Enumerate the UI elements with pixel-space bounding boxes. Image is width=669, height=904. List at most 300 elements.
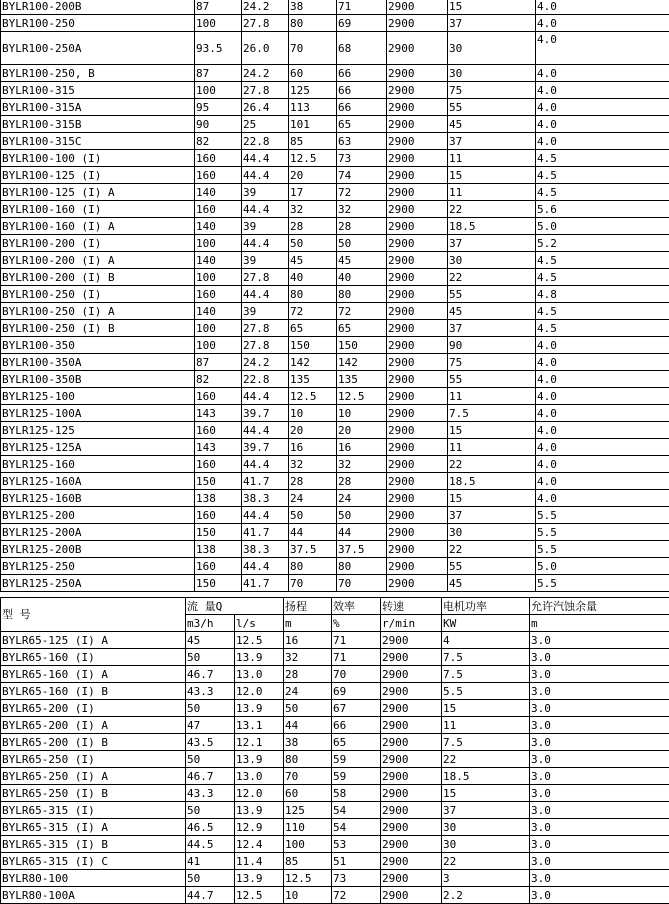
cell-flow-m3h: 100 (195, 235, 242, 252)
cell-npsh: 4.0 (536, 371, 669, 388)
cell-npsh: 4.0 (536, 405, 669, 422)
header-npsh: 允许汽蚀余量 (530, 598, 669, 615)
table-row (1, 184, 669, 201)
table-row (1, 218, 669, 235)
table-row (1, 575, 669, 592)
header-speed-unit: r/min (381, 615, 442, 632)
cell-model: BYLR100-315C (1, 133, 195, 150)
cell-flow-ls: 44.4 (242, 422, 289, 439)
cell-flow-m3h: 143 (195, 405, 242, 422)
cell-efficiency: 66 (337, 65, 387, 82)
cell-speed: 2900 (387, 65, 448, 82)
cell-efficiency: 28 (337, 218, 387, 235)
cell-head: 70 (289, 575, 337, 592)
cell-flow-m3h: 160 (195, 507, 242, 524)
cell-npsh: 4.0 (536, 354, 669, 371)
cell-npsh: 4.0 (536, 32, 669, 65)
cell-model: BYLR125-160 (1, 456, 195, 473)
cell-head: 100 (284, 836, 332, 853)
cell-flow-ls: 12.9 (235, 819, 284, 836)
cell-flow-ls: 39 (242, 184, 289, 201)
cell-speed: 2900 (381, 836, 442, 853)
cell-flow-ls: 41.7 (242, 524, 289, 541)
cell-power: 30 (448, 32, 536, 65)
cell-flow-ls: 41.7 (242, 575, 289, 592)
table-row (1, 785, 669, 802)
cell-efficiency: 32 (337, 201, 387, 218)
cell-flow-m3h: 90 (195, 116, 242, 133)
cell-power: 90 (448, 337, 536, 354)
cell-speed: 2900 (387, 15, 448, 32)
cell-power: 22 (442, 751, 530, 768)
cell-model: BYLR100-315A (1, 99, 195, 116)
table-row (1, 558, 669, 575)
cell-flow-m3h: 50 (186, 802, 235, 819)
cell-flow-ls: 27.8 (242, 15, 289, 32)
cell-flow-ls: 24.2 (242, 65, 289, 82)
cell-flow-ls: 39 (242, 218, 289, 235)
cell-head: 28 (284, 666, 332, 683)
cell-efficiency: 51 (332, 853, 381, 870)
cell-efficiency: 73 (332, 870, 381, 887)
cell-flow-ls: 26.4 (242, 99, 289, 116)
cell-model: BYLR125-200B (1, 541, 195, 558)
cell-speed: 2900 (387, 252, 448, 269)
cell-npsh: 4.5 (536, 184, 669, 201)
cell-model: BYLR100-350B (1, 371, 195, 388)
cell-npsh: 4.0 (536, 337, 669, 354)
cell-power: 15 (442, 700, 530, 717)
header-row-1 (1, 598, 669, 615)
cell-flow-m3h: 46.7 (186, 768, 235, 785)
cell-model: BYLR100-200 (I) (1, 235, 195, 252)
cell-npsh: 4.0 (536, 0, 669, 15)
header-efficiency: 效率 (332, 598, 381, 615)
cell-speed: 2900 (381, 734, 442, 751)
cell-flow-ls: 13.9 (235, 751, 284, 768)
cell-head: 16 (289, 439, 337, 456)
cell-flow-ls: 39 (242, 252, 289, 269)
cell-flow-m3h: 160 (195, 201, 242, 218)
cell-head: 50 (289, 235, 337, 252)
cell-npsh: 5.5 (536, 524, 669, 541)
cell-model: BYLR125-250A (1, 575, 195, 592)
cell-power: 11 (448, 388, 536, 405)
cell-model: BYLR100-350A (1, 354, 195, 371)
cell-model: BYLR65-315 (I) A (1, 819, 186, 836)
cell-model: BYLR65-200 (I) (1, 700, 186, 717)
cell-efficiency: 65 (337, 320, 387, 337)
cell-flow-ls: 38.3 (242, 490, 289, 507)
cell-speed: 2900 (381, 853, 442, 870)
cell-npsh: 3.0 (530, 751, 669, 768)
table-row (1, 819, 669, 836)
table-row (1, 65, 669, 82)
cell-speed: 2900 (387, 541, 448, 558)
cell-head: 45 (289, 252, 337, 269)
cell-flow-ls: 13.0 (235, 666, 284, 683)
cell-npsh: 4.8 (536, 286, 669, 303)
table-row (1, 388, 669, 405)
cell-flow-ls: 11.4 (235, 853, 284, 870)
cell-power: 45 (448, 575, 536, 592)
cell-speed: 2900 (387, 422, 448, 439)
cell-power: 7.5 (442, 649, 530, 666)
cell-power: 45 (448, 116, 536, 133)
cell-npsh: 5.5 (536, 507, 669, 524)
cell-flow-ls: 24.2 (242, 0, 289, 15)
cell-model: BYLR100-250A (1, 32, 195, 65)
cell-npsh: 3.0 (530, 802, 669, 819)
cell-head: 50 (284, 700, 332, 717)
cell-flow-m3h: 82 (195, 133, 242, 150)
table-row (1, 252, 669, 269)
cell-model: BYLR100-160 (I) A (1, 218, 195, 235)
cell-efficiency: 69 (332, 683, 381, 700)
cell-efficiency: 58 (332, 785, 381, 802)
cell-flow-ls: 44.4 (242, 558, 289, 575)
cell-model: BYLR65-160 (I) (1, 649, 186, 666)
cell-flow-ls: 22.8 (242, 371, 289, 388)
cell-model: BYLR100-250 (I) (1, 286, 195, 303)
cell-flow-m3h: 43.3 (186, 683, 235, 700)
cell-speed: 2900 (387, 303, 448, 320)
cell-power: 22 (448, 456, 536, 473)
cell-npsh: 5.5 (536, 575, 669, 592)
cell-flow-m3h: 100 (195, 269, 242, 286)
cell-speed: 2900 (381, 768, 442, 785)
cell-head: 28 (289, 473, 337, 490)
cell-efficiency: 45 (337, 252, 387, 269)
cell-flow-m3h: 100 (195, 15, 242, 32)
cell-head: 113 (289, 99, 337, 116)
cell-model: BYLR100-250 (I) A (1, 303, 195, 320)
cell-efficiency: 32 (337, 456, 387, 473)
header-head-unit: m (284, 615, 332, 632)
cell-efficiency: 67 (332, 700, 381, 717)
cell-power: 5.5 (442, 683, 530, 700)
cell-efficiency: 72 (337, 184, 387, 201)
cell-model: BYLR100-200B (1, 0, 195, 15)
table-row (1, 734, 669, 751)
cell-npsh: 3.0 (530, 887, 669, 904)
cell-flow-m3h: 50 (186, 751, 235, 768)
cell-npsh: 4.0 (536, 422, 669, 439)
cell-flow-m3h: 160 (195, 286, 242, 303)
cell-npsh: 3.0 (530, 870, 669, 887)
cell-flow-ls: 22.8 (242, 133, 289, 150)
cell-power: 2.2 (442, 887, 530, 904)
cell-power: 11 (442, 717, 530, 734)
cell-power: 15 (448, 0, 536, 15)
cell-power: 55 (448, 558, 536, 575)
cell-flow-m3h: 160 (195, 422, 242, 439)
cell-head: 24 (284, 683, 332, 700)
cell-flow-m3h: 138 (195, 541, 242, 558)
cell-flow-ls: 44.4 (242, 456, 289, 473)
cell-head: 65 (289, 320, 337, 337)
cell-power: 7.5 (442, 666, 530, 683)
cell-head: 50 (289, 507, 337, 524)
cell-flow-m3h: 140 (195, 252, 242, 269)
cell-npsh: 4.0 (536, 15, 669, 32)
cell-flow-ls: 13.0 (235, 768, 284, 785)
cell-npsh: 4.5 (536, 269, 669, 286)
cell-speed: 2900 (387, 507, 448, 524)
cell-speed: 2900 (381, 802, 442, 819)
cell-flow-ls: 38.3 (242, 541, 289, 558)
cell-npsh: 3.0 (530, 632, 669, 649)
cell-model: BYLR100-250, B (1, 65, 195, 82)
cell-model: BYLR65-250 (I) (1, 751, 186, 768)
cell-flow-ls: 13.9 (235, 870, 284, 887)
table-row (1, 337, 669, 354)
cell-model: BYLR65-315 (I) (1, 802, 186, 819)
table-row (1, 303, 669, 320)
cell-efficiency: 73 (337, 150, 387, 167)
table-row (1, 82, 669, 99)
table-row (1, 700, 669, 717)
cell-efficiency: 66 (337, 99, 387, 116)
cell-model: BYLR100-100 (I) (1, 150, 195, 167)
table-row (1, 99, 669, 116)
cell-speed: 2900 (387, 116, 448, 133)
cell-flow-ls: 12.5 (235, 632, 284, 649)
cell-head: 38 (284, 734, 332, 751)
cell-model: BYLR100-125 (I) A (1, 184, 195, 201)
cell-head: 37.5 (289, 541, 337, 558)
table-row (1, 490, 669, 507)
cell-flow-m3h: 50 (186, 870, 235, 887)
cell-efficiency: 70 (337, 575, 387, 592)
cell-model: BYLR65-125 (I) A (1, 632, 186, 649)
cell-head: 80 (289, 15, 337, 32)
cell-head: 125 (284, 802, 332, 819)
cell-flow-m3h: 41 (186, 853, 235, 870)
header-flow: 流 量Q (186, 598, 284, 615)
cell-head: 80 (289, 558, 337, 575)
cell-power: 30 (448, 252, 536, 269)
cell-power: 18.5 (442, 768, 530, 785)
cell-npsh: 4.5 (536, 320, 669, 337)
table-row (1, 507, 669, 524)
table-row (1, 150, 669, 167)
cell-model: BYLR100-200 (I) A (1, 252, 195, 269)
cell-efficiency: 74 (337, 167, 387, 184)
cell-head: 10 (289, 405, 337, 422)
cell-npsh: 4.0 (536, 490, 669, 507)
cell-flow-m3h: 140 (195, 218, 242, 235)
cell-head: 142 (289, 354, 337, 371)
cell-head: 32 (289, 201, 337, 218)
cell-npsh: 4.5 (536, 167, 669, 184)
cell-model: BYLR125-100 (1, 388, 195, 405)
cell-npsh: 5.6 (536, 201, 669, 218)
cell-npsh: 3.0 (530, 819, 669, 836)
cell-flow-m3h: 138 (195, 490, 242, 507)
cell-power: 37 (442, 802, 530, 819)
table-row (1, 649, 669, 666)
cell-head: 110 (284, 819, 332, 836)
cell-power: 11 (448, 439, 536, 456)
cell-power: 18.5 (448, 473, 536, 490)
cell-power: 7.5 (448, 405, 536, 422)
cell-flow-ls: 44.4 (242, 201, 289, 218)
cell-power: 37 (448, 15, 536, 32)
cell-efficiency: 54 (332, 819, 381, 836)
cell-model: BYLR65-200 (I) B (1, 734, 186, 751)
cell-efficiency: 65 (337, 116, 387, 133)
cell-npsh: 4.0 (536, 99, 669, 116)
cell-npsh: 3.0 (530, 683, 669, 700)
cell-power: 30 (448, 524, 536, 541)
cell-flow-ls: 44.4 (242, 167, 289, 184)
cell-head: 125 (289, 82, 337, 99)
cell-head: 150 (289, 337, 337, 354)
cell-npsh: 4.0 (536, 456, 669, 473)
cell-model: BYLR100-200 (I) B (1, 269, 195, 286)
cell-speed: 2900 (387, 456, 448, 473)
cell-model: BYLR65-160 (I) A (1, 666, 186, 683)
cell-head: 80 (289, 286, 337, 303)
cell-flow-m3h: 50 (186, 700, 235, 717)
cell-power: 4 (442, 632, 530, 649)
cell-model: BYLR125-100A (1, 405, 195, 422)
cell-efficiency: 70 (332, 666, 381, 683)
cell-flow-ls: 44.4 (242, 388, 289, 405)
cell-head: 20 (289, 422, 337, 439)
header-power: 电机功率 (442, 598, 530, 615)
cell-flow-m3h: 150 (195, 575, 242, 592)
cell-efficiency: 59 (332, 751, 381, 768)
cell-efficiency: 80 (337, 286, 387, 303)
cell-flow-ls: 44.4 (242, 150, 289, 167)
pump-spec-table-lower (0, 597, 669, 904)
cell-npsh: 4.0 (536, 133, 669, 150)
cell-flow-m3h: 140 (195, 303, 242, 320)
cell-head: 44 (284, 717, 332, 734)
cell-flow-ls: 44.4 (242, 235, 289, 252)
cell-flow-ls: 13.9 (235, 700, 284, 717)
cell-efficiency: 54 (332, 802, 381, 819)
header-npsh-unit: m (530, 615, 669, 632)
table-row (1, 683, 669, 700)
cell-flow-ls: 12.4 (235, 836, 284, 853)
cell-power: 3 (442, 870, 530, 887)
table-row (1, 541, 669, 558)
spec-table-2 (0, 597, 669, 904)
cell-flow-m3h: 93.5 (195, 32, 242, 65)
cell-flow-ls: 27.8 (242, 269, 289, 286)
table-row (1, 473, 669, 490)
cell-efficiency: 28 (337, 473, 387, 490)
cell-npsh: 3.0 (530, 666, 669, 683)
table-row (1, 269, 669, 286)
table-row (1, 853, 669, 870)
cell-flow-m3h: 100 (195, 337, 242, 354)
cell-power: 18.5 (448, 218, 536, 235)
cell-speed: 2900 (387, 575, 448, 592)
cell-efficiency: 20 (337, 422, 387, 439)
cell-speed: 2900 (387, 371, 448, 388)
cell-flow-m3h: 150 (195, 524, 242, 541)
cell-flow-ls: 13.9 (235, 649, 284, 666)
cell-head: 85 (284, 853, 332, 870)
cell-model: BYLR100-350 (1, 337, 195, 354)
cell-efficiency: 53 (332, 836, 381, 853)
cell-efficiency: 24 (337, 490, 387, 507)
cell-speed: 2900 (387, 558, 448, 575)
cell-flow-ls: 39.7 (242, 439, 289, 456)
cell-speed: 2900 (387, 201, 448, 218)
cell-flow-m3h: 160 (195, 558, 242, 575)
cell-flow-m3h: 100 (195, 82, 242, 99)
cell-head: 70 (284, 768, 332, 785)
cell-efficiency: 59 (332, 768, 381, 785)
cell-model: BYLR100-315 (1, 82, 195, 99)
cell-power: 37 (448, 507, 536, 524)
cell-flow-m3h: 47 (186, 717, 235, 734)
cell-power: 30 (448, 65, 536, 82)
cell-model: BYLR125-200A (1, 524, 195, 541)
cell-npsh: 5.2 (536, 235, 669, 252)
cell-speed: 2900 (387, 286, 448, 303)
cell-power: 75 (448, 82, 536, 99)
cell-flow-ls: 27.8 (242, 337, 289, 354)
cell-efficiency: 69 (337, 15, 387, 32)
cell-flow-m3h: 45 (186, 632, 235, 649)
cell-speed: 2900 (381, 632, 442, 649)
cell-flow-m3h: 82 (195, 371, 242, 388)
cell-head: 60 (289, 65, 337, 82)
table-row (1, 422, 669, 439)
cell-npsh: 4.0 (536, 116, 669, 133)
cell-model: BYLR65-250 (I) B (1, 785, 186, 802)
cell-model: BYLR65-315 (I) B (1, 836, 186, 853)
cell-power: 30 (442, 819, 530, 836)
cell-speed: 2900 (387, 99, 448, 116)
cell-efficiency: 150 (337, 337, 387, 354)
cell-model: BYLR100-250 (1, 15, 195, 32)
cell-efficiency: 12.5 (337, 388, 387, 405)
cell-speed: 2900 (387, 218, 448, 235)
cell-flow-ls: 27.8 (242, 82, 289, 99)
cell-flow-m3h: 95 (195, 99, 242, 116)
cell-model: BYLR100-160 (I) (1, 201, 195, 218)
header-head: 扬程 (284, 598, 332, 615)
table-row (1, 116, 669, 133)
cell-model: BYLR125-200 (1, 507, 195, 524)
cell-efficiency: 135 (337, 371, 387, 388)
cell-power: 55 (448, 371, 536, 388)
cell-speed: 2900 (387, 0, 448, 15)
cell-power: 55 (448, 286, 536, 303)
cell-npsh: 3.0 (530, 649, 669, 666)
cell-head: 28 (289, 218, 337, 235)
cell-speed: 2900 (381, 700, 442, 717)
cell-flow-ls: 25 (242, 116, 289, 133)
table-row (1, 371, 669, 388)
cell-speed: 2900 (381, 870, 442, 887)
cell-efficiency: 50 (337, 235, 387, 252)
cell-flow-m3h: 43.3 (186, 785, 235, 802)
cell-power: 22 (448, 541, 536, 558)
table-row (1, 320, 669, 337)
cell-flow-ls: 39.7 (242, 405, 289, 422)
cell-model: BYLR65-315 (I) C (1, 853, 186, 870)
cell-power: 22 (448, 201, 536, 218)
cell-efficiency: 63 (337, 133, 387, 150)
